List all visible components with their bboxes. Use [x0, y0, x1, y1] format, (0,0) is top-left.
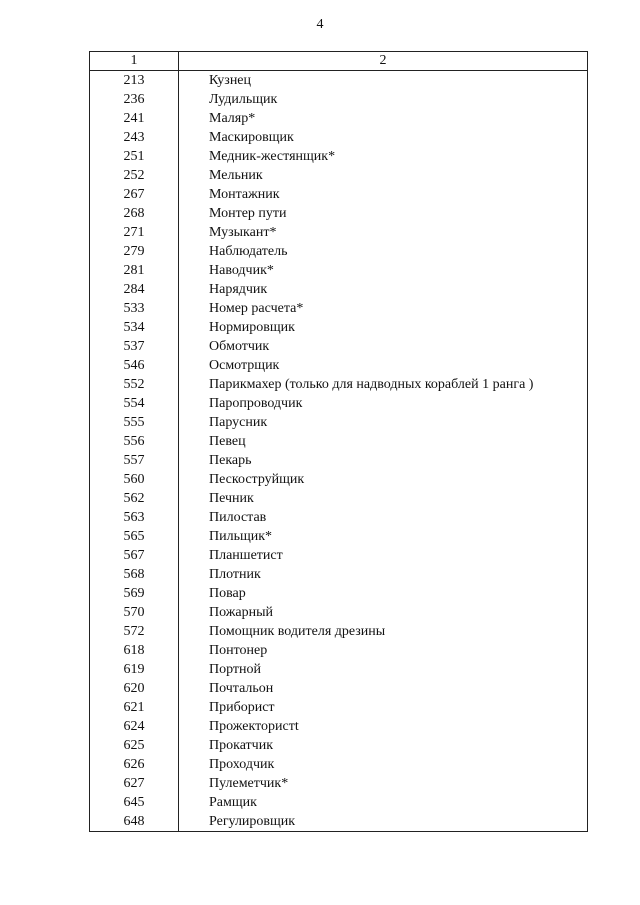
table-row: [90, 204, 588, 223]
row-profession: Маскировщик: [179, 128, 588, 147]
row-code: 533: [90, 299, 179, 318]
table-row: [90, 679, 588, 698]
row-code: 626: [90, 755, 179, 774]
row-profession: Музыкант*: [179, 223, 588, 242]
row-code: 267: [90, 185, 179, 204]
row-code: 572: [90, 622, 179, 641]
table-row: [90, 413, 588, 432]
row-code: 555: [90, 413, 179, 432]
table-row: [90, 261, 588, 280]
row-profession: Номер расчета*: [179, 299, 588, 318]
table-row: [90, 394, 588, 413]
row-code: 554: [90, 394, 179, 413]
table-row: [90, 337, 588, 356]
row-code: 560: [90, 470, 179, 489]
row-profession: Регулировщик: [179, 812, 588, 832]
header-row: [90, 52, 588, 71]
row-profession: Наводчик*: [179, 261, 588, 280]
table-row: [90, 166, 588, 185]
table-row: [90, 812, 588, 832]
row-code: 621: [90, 698, 179, 717]
professions-table: [89, 51, 588, 832]
page-number: 4: [316, 17, 324, 32]
table-row: [90, 242, 588, 261]
row-code: 236: [90, 90, 179, 109]
row-profession: Парикмахер (только для надводных кораблей 1 ранга ): [179, 375, 588, 394]
column-header-1: 1: [90, 52, 179, 71]
row-code: 284: [90, 280, 179, 299]
table-row: [90, 90, 588, 109]
table-row: [90, 470, 588, 489]
table-row: [90, 109, 588, 128]
row-profession: Повар: [179, 584, 588, 603]
row-code: 557: [90, 451, 179, 470]
table-row: [90, 698, 588, 717]
table-row: [90, 508, 588, 527]
table-row: [90, 527, 588, 546]
row-profession: Монтер пути: [179, 204, 588, 223]
row-profession: Портной: [179, 660, 588, 679]
row-profession: Плотник: [179, 565, 588, 584]
column-header-2: 2: [179, 52, 588, 71]
row-profession: Мельник: [179, 166, 588, 185]
row-profession: Пекарь: [179, 451, 588, 470]
row-profession: Нарядчик: [179, 280, 588, 299]
row-code: 627: [90, 774, 179, 793]
row-code: 268: [90, 204, 179, 223]
row-profession: Пилостав: [179, 508, 588, 527]
row-code: 252: [90, 166, 179, 185]
row-profession: Парусник: [179, 413, 588, 432]
row-code: 619: [90, 660, 179, 679]
row-code: 562: [90, 489, 179, 508]
row-profession: Обмотчик: [179, 337, 588, 356]
table-row: [90, 356, 588, 375]
table-row: [90, 603, 588, 622]
table-row: [90, 299, 588, 318]
row-code: 552: [90, 375, 179, 394]
table-row: [90, 223, 588, 242]
table-row: [90, 774, 588, 793]
row-profession: Паропроводчик: [179, 394, 588, 413]
row-profession: Планшетист: [179, 546, 588, 565]
row-code: 563: [90, 508, 179, 527]
row-code: 243: [90, 128, 179, 147]
table-row: [90, 318, 588, 337]
table-row: [90, 622, 588, 641]
table-row: [90, 546, 588, 565]
row-code: 281: [90, 261, 179, 280]
row-code: 241: [90, 109, 179, 128]
row-profession: Проходчик: [179, 755, 588, 774]
row-profession: Помощник водителя дрезины: [179, 622, 588, 641]
table-row: [90, 641, 588, 660]
row-profession: Пожарный: [179, 603, 588, 622]
table-row: [90, 147, 588, 166]
row-code: 534: [90, 318, 179, 337]
table-row: [90, 432, 588, 451]
row-profession: Приборист: [179, 698, 588, 717]
row-profession: Понтонер: [179, 641, 588, 660]
row-profession: Медник-жестянщик*: [179, 147, 588, 166]
row-code: 624: [90, 717, 179, 736]
row-profession: Наблюдатель: [179, 242, 588, 261]
row-profession: Певец: [179, 432, 588, 451]
row-profession: Осмотрщик: [179, 356, 588, 375]
table-row: [90, 489, 588, 508]
row-code: 569: [90, 584, 179, 603]
table-row: [90, 755, 588, 774]
row-code: 645: [90, 793, 179, 812]
row-profession: Монтажник: [179, 185, 588, 204]
row-code: 618: [90, 641, 179, 660]
row-profession: Печник: [179, 489, 588, 508]
table-row: [90, 584, 588, 603]
row-code: 537: [90, 337, 179, 356]
table-row: [90, 793, 588, 812]
row-profession: Прокатчик: [179, 736, 588, 755]
table-row: [90, 565, 588, 584]
table-row: [90, 736, 588, 755]
table-body: [90, 71, 588, 832]
table-row: [90, 280, 588, 299]
row-code: 568: [90, 565, 179, 584]
row-profession: Пулеметчик*: [179, 774, 588, 793]
table-row: [90, 451, 588, 470]
row-code: 213: [90, 71, 179, 91]
row-code: 556: [90, 432, 179, 451]
row-code: 271: [90, 223, 179, 242]
table-row: [90, 717, 588, 736]
table-row: [90, 185, 588, 204]
row-code: 567: [90, 546, 179, 565]
row-profession: Пескоструйщик: [179, 470, 588, 489]
row-code: 279: [90, 242, 179, 261]
row-code: 620: [90, 679, 179, 698]
row-profession: Нормировщик: [179, 318, 588, 337]
row-code: 251: [90, 147, 179, 166]
row-code: 648: [90, 812, 179, 832]
row-profession: Лудильщик: [179, 90, 588, 109]
row-profession: Прожектористt: [179, 717, 588, 736]
table-header: [90, 52, 588, 71]
row-code: 546: [90, 356, 179, 375]
row-profession: Маляр*: [179, 109, 588, 128]
row-profession: Рамщик: [179, 793, 588, 812]
table-row: [90, 660, 588, 679]
row-profession: Кузнец: [179, 71, 588, 91]
table-row: [90, 375, 588, 394]
table-row: [90, 71, 588, 91]
row-profession: Почтальон: [179, 679, 588, 698]
row-code: 570: [90, 603, 179, 622]
row-code: 565: [90, 527, 179, 546]
table-row: [90, 128, 588, 147]
row-code: 625: [90, 736, 179, 755]
row-profession: Пильщик*: [179, 527, 588, 546]
